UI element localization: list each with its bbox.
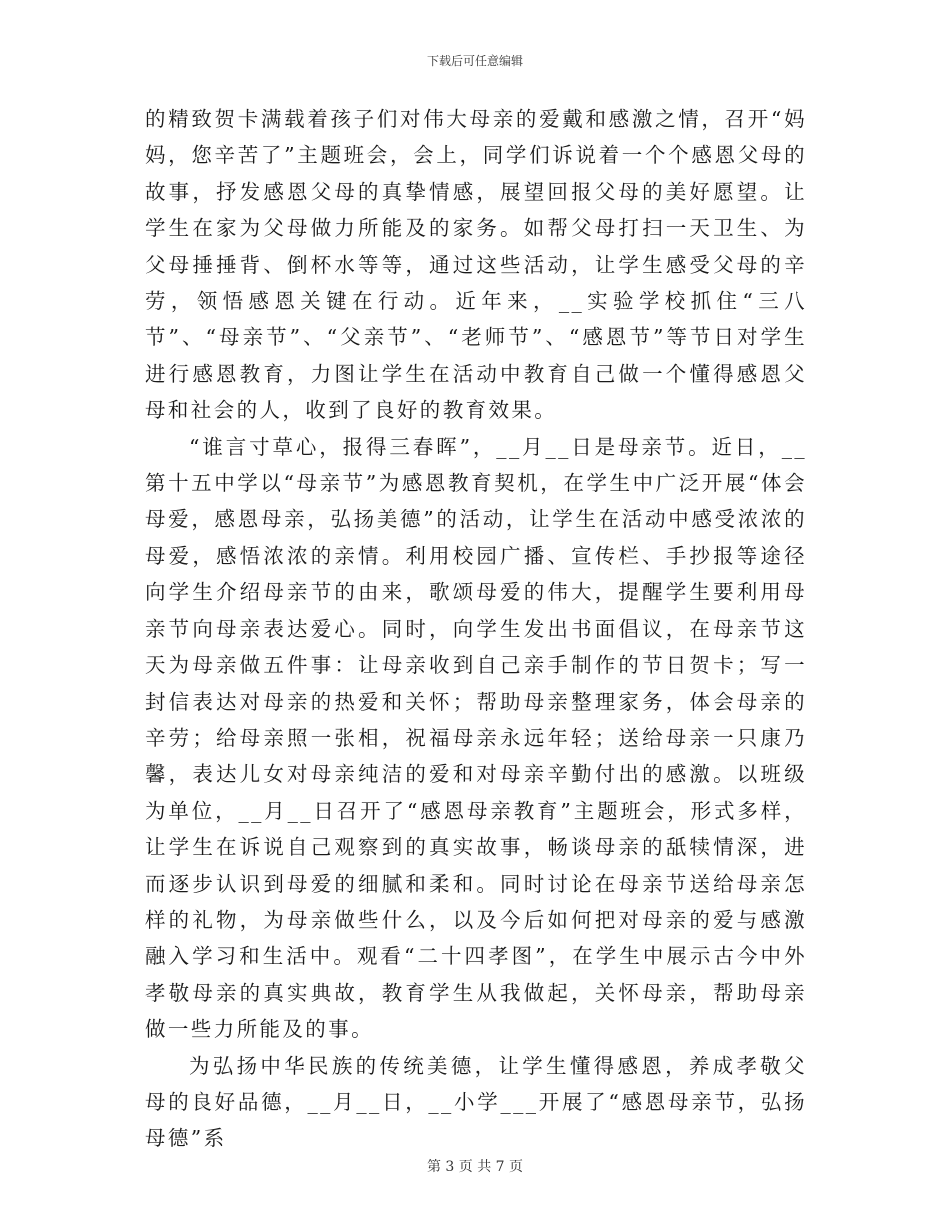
- paragraph-1: 的精致贺卡满载着孩子们对伟大母亲的爱戴和感激之情，召开“妈妈，您辛苦了”主题班会，会上，同学们诉说着一个个感恩父母的故事，抒发感恩父母的真挚情感，展望回报父母的美好愿望。让学生在家为父母做力所能及的家务。如帮父母打扫一天卫生、为父母捶捶背、倒杯水等等，通过这些活动，让学生感受父母的辛劳，领悟感恩关键在行动。近年来，__实验学校抓住“三八节”、“母亲节”、“父亲节”、“老师节”、“感恩节”等节日对学生进行感恩教育，力图让学生在活动中教育自己做一个懂得感恩父母和社会的人，收到了良好的教育效果。: [145, 107, 807, 423]
- page-footer: 第 3 页 共 7 页: [426, 1159, 524, 1175]
- paragraph-2: “谁言寸草心，报得三春晖”，__月__日是母亲节。近日，__第十五中学以“母亲节”为感恩教育契机，在学生中广泛开展“体会母爱，感恩母亲，弘扬美德”的活动，让学生在活动中感受浓浓的母爱，感悟浓浓的亲情。利用校园广播、宣传栏、手抄报等途径向学生介绍母亲节的由来，歌颂母爱的伟大，提醒学生要利用母亲节向母亲表达爱心。同时，向学生发出书面倡议，在母亲节这天为母亲做五件事：让母亲收到自己亲手制作的节日贺卡；写一封信表达对母亲的热爱和关怀；帮助母亲整理家务，体会母亲的辛劳；给母亲照一张相，祝福母亲永远年轻；送给母亲一只康乃馨，表达儿女对母亲纯洁的爱和对母亲辛勤付出的感激。以班级为单位，__月__日召开了“感恩母亲教育”主题班会，形式多样，让学生在诉说自己观察到的真实故事，畅谈母亲的舐犊情深，进而逐步认识到母爱的细腻和柔和。同时讨论在母亲节送给母亲怎样的礼物，为母亲做些什么，以及今后如何把对母亲的爱与感激融入学习和生活中。观看“二十四孝图”，在学生中展示古今中外孝敬母亲的真实典故，教育学生从我做起，关怀母亲，帮助母亲做一些力所能及的事。: [145, 434, 807, 1042]
- document-body: [145, 101, 807, 1157]
- paragraph-3: 为弘扬中华民族的传统美德，让学生懂得感恩，养成孝敬父母的良好品德，__月__日，__小学___开展了“感恩母亲节，弘扬母德”系: [145, 1053, 807, 1151]
- page-header: 下载后可任意编辑: [426, 54, 523, 68]
